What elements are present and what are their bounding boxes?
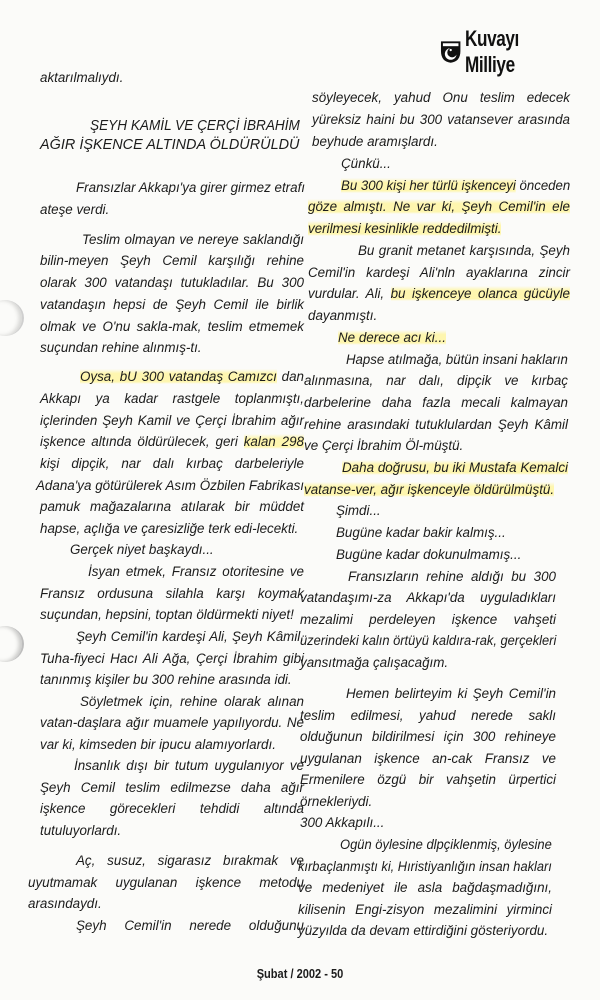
text-line: söyleyecek, yahud Onu teslim edecek xyxy=(312,90,570,105)
text-line: yüreksiz haini bu 300 vatansever arasında xyxy=(312,112,570,127)
text-line: vatan-daşlara ağır muamele yapılıyordu. Ne xyxy=(40,715,304,730)
text-line: vatandaşımı-za Akkapı'da uyguladıkları xyxy=(300,590,556,605)
text-line: uygulanan işkence an-cak Fransız ve xyxy=(300,751,556,766)
text-line: Çünkü... xyxy=(341,156,391,171)
text-line: mezalimi perdeleyen işkence vahşeti xyxy=(300,612,556,627)
text-line: Şimdi... xyxy=(336,503,381,518)
section-heading-line: ŞEYH KAMİL VE ÇERÇİ İBRAHİM xyxy=(90,118,300,134)
text-line: yansıtmağa çalışacağım. xyxy=(300,655,449,670)
text-line: bilin-meyen Şeyh Cemil karşılığı rehine xyxy=(40,253,304,268)
text-line: Ogün öylesine dlpçiklenmiş, öylesine xyxy=(340,837,552,852)
text-line: yüzyılda da devam ettirdiğini gösteriyordu. xyxy=(298,923,549,938)
text-line: var ki, kimseden bir ipucu alamıyorlardı. xyxy=(40,737,276,752)
text-line: arasındaydı. xyxy=(28,896,102,911)
text-line: olarak 300 vatandaşı tutukladılar. Bu 300 xyxy=(40,275,304,290)
logo-text: Kuvayı Milliye xyxy=(465,26,520,77)
text-line: Fransız ordusuna silahla karşı koymak xyxy=(40,586,304,601)
text-line: tutuluyorlardı. xyxy=(40,823,122,838)
text-line: tanınmış kişiler bu 300 rehine arasında idi. xyxy=(40,672,292,687)
highlighted-text: göze almıştı. Ne var ki, Şeyh Cemil'in ele xyxy=(308,199,570,214)
text-line: 300 Akkapılı... xyxy=(300,815,385,830)
text-line: içlerinden Şeyh Kamil ve Çerçi İbrahim ağır xyxy=(40,413,304,428)
text-line: Akkapı ya kadar rastgele toplanmıştı, xyxy=(40,391,304,406)
text-line: Hapse atılmağa, bütün insani hakların xyxy=(346,352,568,367)
text-line: Fransızların rehine aldığı bu 300 xyxy=(348,569,556,584)
text-line xyxy=(308,221,501,237)
text-line: üzerindeki kalın örtüyü kaldıra-rak, gerçekleri xyxy=(300,633,557,648)
text-line: Fransızlar Akkapı'ya girer girmez etrafı xyxy=(76,180,306,195)
text-line: Şeyh Cemil teslim edilmezse daha ağır xyxy=(40,780,304,795)
text-line: ve Çerçi İbrahim Öl-müştü. xyxy=(304,438,464,453)
text-line: vatandaşın hepsi de Şeyh Cemil ile birlik xyxy=(40,297,304,312)
highlighted-text: verilmesi kesinlikle reddedilmişti. xyxy=(308,221,502,236)
text-line xyxy=(308,199,570,215)
highlighted-text: Oysa, bU 300 vatandaş Camızcı xyxy=(80,369,277,384)
text-line: Şeyh Cemil'in kardeşi Ali, Şeyh Kâmil, xyxy=(76,629,304,644)
text-line: Bugüne kadar bakir kalmış... xyxy=(336,525,506,540)
text-line: kırbaçlanmıştı ki, Hıristiyanlığın insan hakları xyxy=(298,859,552,874)
text-line: Aç, susuz, sigarasız bırakmak ve xyxy=(76,853,304,868)
binder-hole-top xyxy=(0,300,24,336)
text-line: İnsanlık dışı bir tutum uygulanıyor ve xyxy=(74,758,304,773)
text-line: Adana'ya götürülerek Asım Özbilen Fabrikası xyxy=(36,478,304,493)
text-line xyxy=(304,482,554,498)
text-line: kişi dipçik, nar dalı kırbaç darbeleriyle xyxy=(40,456,304,471)
text-line: teslim edilmesi, yahud nerede saklı xyxy=(300,708,556,723)
text-line: olduğunun bildirilmesi için 300 rehineye xyxy=(300,729,556,744)
text-line: işkence altında öldürülecek, geri kalan 298 xyxy=(40,434,304,449)
text-line: aktarılmalıydı. xyxy=(40,70,124,85)
emblem-icon xyxy=(440,40,461,64)
text-line xyxy=(338,330,446,346)
text-line: darbelerine daha fazla mecali kalmayan xyxy=(304,395,568,410)
text-line: ateşe verdi. xyxy=(40,202,110,217)
highlighted-text: bu işkenceye olanca gücüyle xyxy=(390,286,570,301)
text-line: Bugüne kadar dokunulmamış... xyxy=(336,547,522,562)
text-line: pamuk mağazalarına atılarak bir müddet xyxy=(40,499,304,514)
text-line: Ermenilere özgü bir vahşetin ürpertici xyxy=(300,772,556,787)
highlighted-text: Daha doğrusu, bu iki Mustafa Kemalci xyxy=(342,460,568,475)
highlighted-text: Ne derece acı ki... xyxy=(338,330,446,345)
text-line: suçundan rehine alınmış-tı. xyxy=(40,340,202,355)
text-line: rehine arasındaki tutuklulardan Şeyh Kâmil xyxy=(304,417,568,432)
text-line: örnekleriydi. xyxy=(300,794,373,809)
text-line: vurdular. Ali, bu işkenceye olanca gücüyle xyxy=(308,286,570,301)
text-line: Söyletmek için, rehine olarak alınan xyxy=(80,694,304,709)
text-line: hapse, açlığa ve çaresizliğe terk edi-lecekti. xyxy=(40,521,299,536)
text-line: Bu granit metanet karşısında, Şeyh xyxy=(358,243,570,258)
text-line: ve medeniyet ile asla bağdaşmadığını, xyxy=(298,880,552,895)
text-line: suçundan, hepsini, toptan öldürmekti niyet! xyxy=(40,607,294,622)
text-line: Cemil'in kardeşi Ali'nln ayaklarına zincir xyxy=(308,265,570,280)
kuvayi-milliye-logo xyxy=(440,26,600,78)
text-line: kilisenin Engi-zisyon mezalimini yirminci xyxy=(298,902,552,917)
highlighted-text: vatanse-ver, ağır işkenceyle öldürülmüştü. xyxy=(304,482,555,497)
text-line: Hemen belirteyim ki Şeyh Cemil'in xyxy=(346,686,556,701)
text-line: Şeyh Cemil'in nerede olduğunu xyxy=(76,918,304,933)
page-footer: Şubat / 2002 - 50 xyxy=(256,966,344,981)
highlighted-text: kalan 298 xyxy=(243,434,304,449)
text-line: olmak ve O'nu sakla-mak, teslim etmemek xyxy=(40,319,304,334)
text-line: beyhude aramışlardı. xyxy=(312,134,438,149)
binder-hole-bottom xyxy=(0,626,24,662)
text-line: Tuha-fiyeci Hacı Ali Ağa, Çerçi İbrahim gibi xyxy=(40,651,304,666)
text-line: uyutmamak uygulanan işkence metodu xyxy=(28,875,304,890)
highlighted-text: Bu 300 kişi her türlü işkenceyi xyxy=(341,178,516,193)
text-line: İsyan etmek, Fransız otoritesine ve xyxy=(88,564,304,579)
text-line: Teslim olmayan ve nereye saklandığı xyxy=(82,232,304,247)
text-line xyxy=(342,460,568,476)
text-line: Gerçek niyet başkaydı... xyxy=(70,542,214,557)
text-line: Oysa, bU 300 vatandaş Camızcı dan xyxy=(80,369,305,384)
text-line: dayanmıştı. xyxy=(308,308,378,323)
text-line: alınmasına, nar dalı, dipçik ve kırbaç xyxy=(304,373,568,388)
text-line: Bu 300 kişi her türlü işkenceyi önceden xyxy=(341,178,571,193)
section-heading-line: AĞIR İŞKENCE ALTINDA ÖLDÜRÜLDÜ xyxy=(40,137,300,153)
text-line: işkence görecekleri tehdidi altında xyxy=(40,801,304,816)
